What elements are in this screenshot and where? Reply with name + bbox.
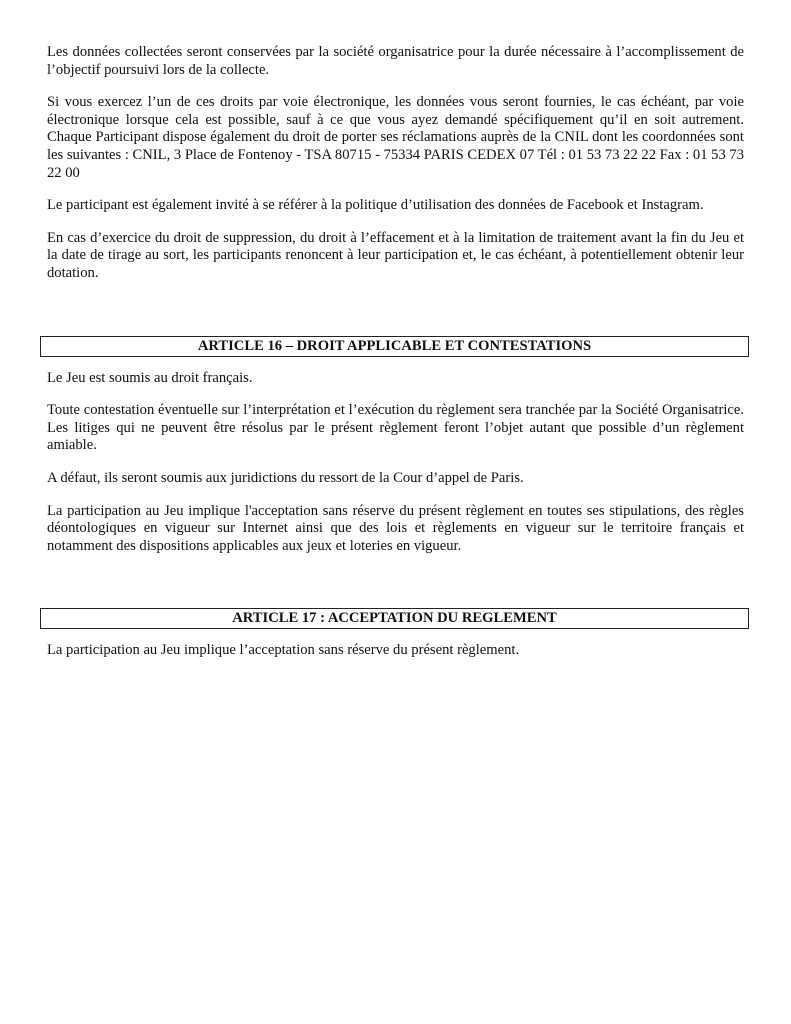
article-17-paragraph-1: La participation au Jeu implique l’acceptation sans réserve du présent règlement.: [47, 642, 520, 659]
article-16-paragraph-4: La participation au Jeu implique l'acceptation sans réserve du présent règlement en toutes ses stipulations, des règles déontologiques en vigueur sur Internet ainsi que des lois et règlements en vigueur sur le territoire français et notamment des dispositions applicables aux jeux et loteries en vigueur.: [47, 502, 744, 554]
document-page: [47, 44, 744, 675]
article-16-heading: ARTICLE 16 – DROIT APPLICABLE ET CONTESTATIONS: [40, 336, 749, 357]
deletion-rights-paragraph: En cas d’exercice du droit de suppression, du droit à l’effacement et à la limitation de traitement avant la fin du Jeu et la date de tirage au sort, les participants renoncent à leur participation et, le cas échéant, à potentiellement obtenir leur dotation.: [47, 229, 744, 281]
article-17-section: [47, 642, 744, 660]
article-16-section: [47, 370, 744, 556]
data-protection-section: [47, 44, 744, 283]
article-17-heading: ARTICLE 17 : ACCEPTATION DU REGLEMENT: [40, 608, 749, 629]
article-16-paragraph-1: Le Jeu est soumis au droit français.: [47, 369, 253, 386]
electronic-rights-paragraph: Si vous exercez l’un de ces droits par voie électronique, les données vous seront fournies, le cas échéant, par voie électronique lorsque cela est possible, sauf à ce que vous ayez demandé spécifiquement qu’il en soit autrement. Chaque Participant dispose également du droit de porter ses réclamations auprès de la CNIL dont les coordonnées sont les suivantes : CNIL, 3 Place de Fontenoy - TSA 80715 - 75334 PARIS CEDEX 07 Tél : 01 53 73 22 22 Fax : 01 53 73 22 00: [47, 94, 744, 181]
facebook-policy-paragraph: Le participant est également invité à se référer à la politique d’utilisation des données de Facebook et Instagram.: [47, 197, 704, 214]
article-16-paragraph-3: A défaut, ils seront soumis aux juridictions du ressort de la Cour d’appel de Paris.: [47, 469, 524, 486]
retention-paragraph: Les données collectées seront conservées par la société organisatrice pour la durée nécessaire à l’accomplissement de l’objectif poursuivi lors de la collecte.: [47, 44, 744, 78]
article-16-paragraph-2: Toute contestation éventuelle sur l’interprétation et l’exécution du règlement sera tranchée par la Société Organisatrice. Les litiges qui ne peuvent être résolus par le présent règlement feront l’objet autant que possible d’un règlement amiable.: [47, 402, 744, 454]
